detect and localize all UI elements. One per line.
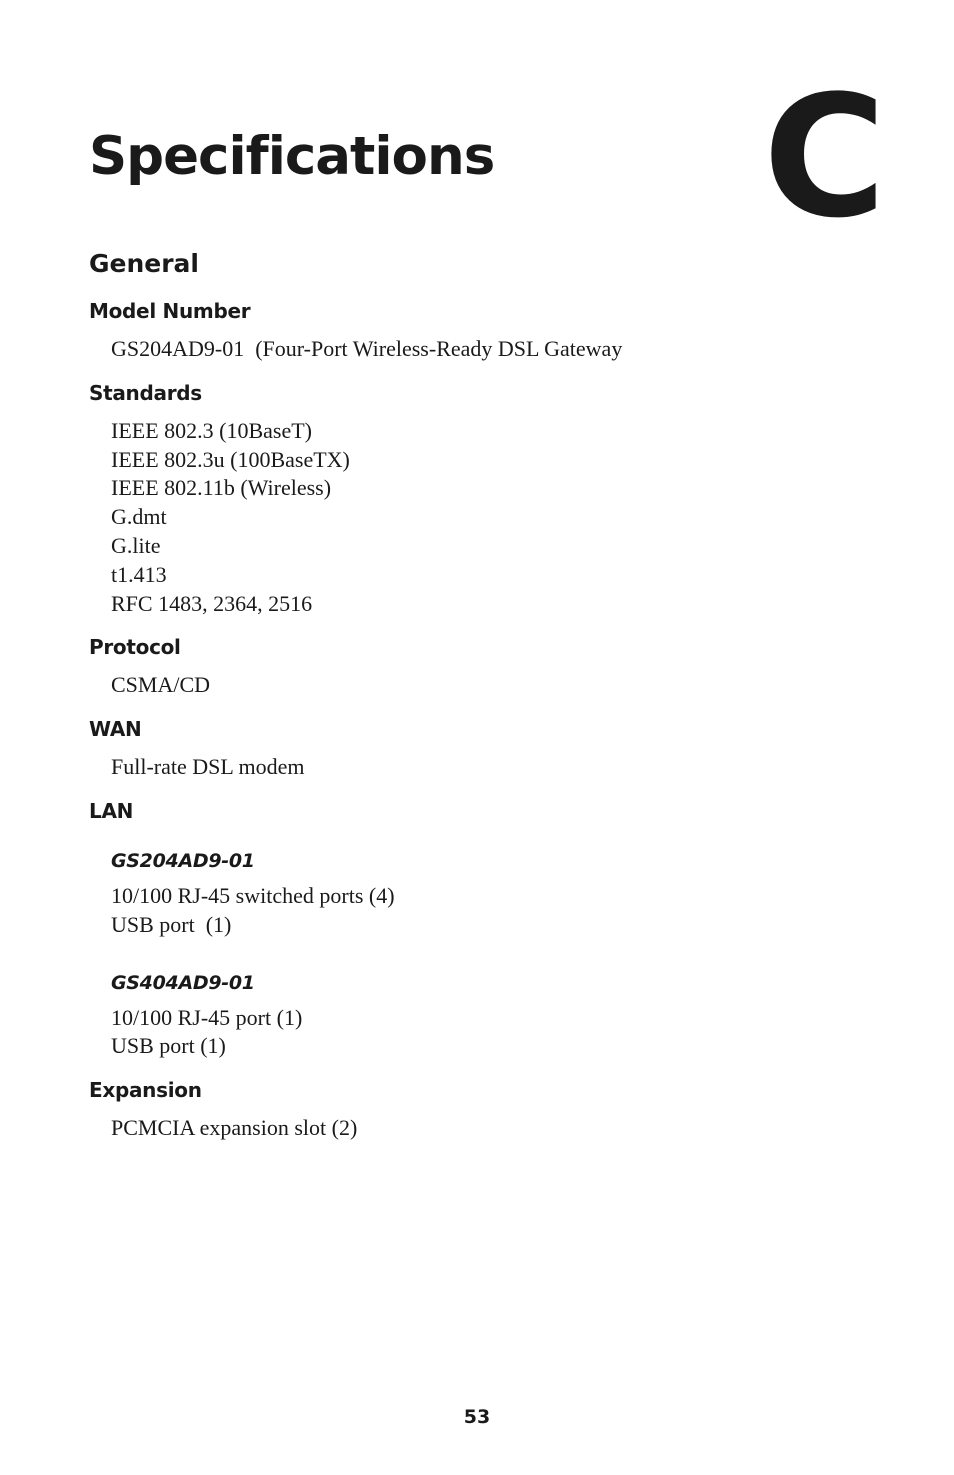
spec-model-number [89,296,869,364]
spec-value: USB port (1) [111,911,232,937]
spec-value-list [111,882,869,940]
spec-value: PCMCIA expansion slot (2) [111,1115,358,1141]
spec-label: Protocol [89,635,181,660]
spec-protocol [89,632,869,700]
lan-model-gs204ad9 [89,846,869,940]
spec-value: t1.413 [111,561,167,587]
spec-expansion [89,1075,869,1143]
spec-lan [89,796,869,1061]
spec-value: CSMA/CD [111,672,211,698]
spec-value: IEEE 802.3 (10BaseT) [111,417,312,443]
page-number: 53 [463,1406,491,1428]
spec-value-list [89,417,869,619]
appendix-letter: C [763,59,883,255]
spec-value: RFC 1483, 2364, 2516 [111,590,313,616]
lan-model-gs404ad9 [89,968,869,1062]
specifications-content [89,246,869,1157]
spec-value: 10/100 RJ-45 switched ports (4) [111,882,395,908]
spec-value-list [89,335,869,364]
model-name: GS204AD9-01 [111,849,255,872]
section-heading-general: General [89,249,199,278]
spec-value-list [89,753,869,782]
chapter-title: Specifications [89,126,495,187]
spec-value: Full-rate DSL modem [111,754,305,780]
spec-value: GS204AD9-01 (Four-Port Wireless-Ready DSL Gateway [111,336,623,361]
spec-wan [89,714,869,782]
spec-label: Expansion [89,1078,202,1103]
spec-value: 10/100 RJ-45 port (1) [111,1004,303,1030]
spec-label: Standards [89,380,202,405]
spec-value: IEEE 802.11b (Wireless) [111,475,332,501]
spec-value: G.dmt [111,504,167,530]
spec-value-list [89,1114,869,1143]
spec-value: IEEE 802.3u (100BaseTX) [111,446,350,472]
spec-value-list [111,1004,869,1062]
model-name: GS404AD9-01 [111,971,255,994]
spec-label: LAN [89,798,134,823]
spec-value-list [89,671,869,700]
spec-label: WAN [89,717,142,742]
spec-label: Model Number [89,299,251,323]
spec-value: USB port (1) [111,1033,226,1059]
spec-standards [89,378,869,619]
spec-value: G.lite [111,532,161,558]
